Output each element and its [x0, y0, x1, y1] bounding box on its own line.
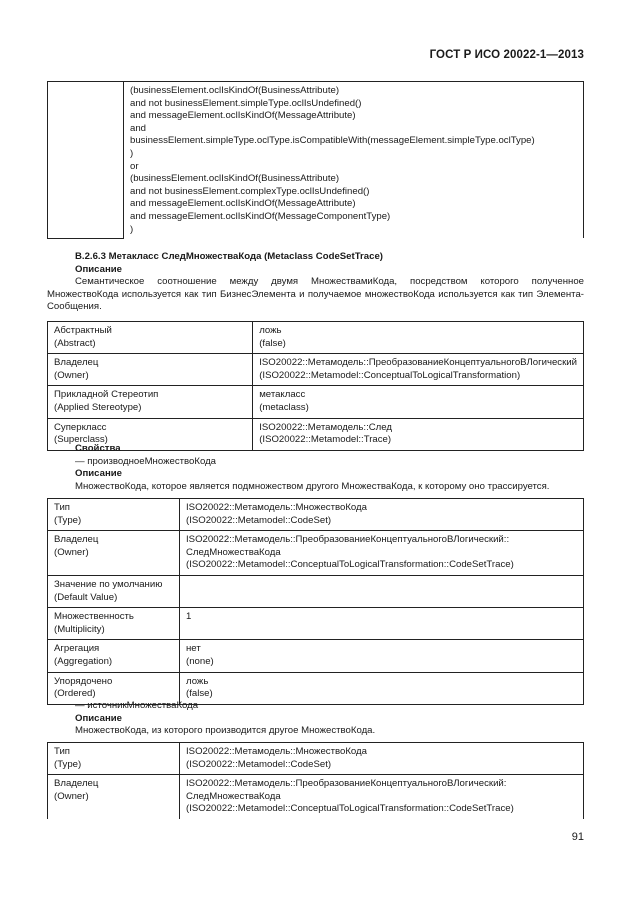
value-text-en: (ISO20022::Metamodel::ConceptualToLogicalTransformation) [259, 369, 521, 381]
code-line: ) [130, 147, 134, 159]
value-cell-empty [180, 575, 584, 607]
key-label: Абстрактный [54, 325, 112, 336]
key-label: Владелец [54, 778, 99, 790]
properties-block [47, 443, 584, 493]
metaclass-table [47, 321, 584, 451]
key-label: Тип [54, 502, 70, 513]
table-row [48, 499, 584, 531]
key-cell [48, 640, 180, 672]
value-text: СледМножестваКода [186, 790, 281, 802]
code-line: or [130, 160, 139, 172]
properties-label: Свойства [75, 443, 121, 454]
code-line: and messageElement.oclIsKindOf(MessageAttribute) [130, 198, 356, 210]
description-label: Описание [75, 263, 122, 275]
value-text: ISO20022::Метамодель::ПреобразованиеКонцептуальногоВЛогический:: [186, 534, 510, 546]
key-cell [48, 608, 180, 640]
value-cell [180, 608, 584, 640]
table-row [48, 322, 584, 354]
value-text: ISO20022::Метамодель::ПреобразованиеКонцептуальногоВЛогический [259, 357, 577, 369]
key-label-en: (Aggregation) [54, 655, 113, 667]
table-row [48, 575, 584, 607]
value-cell [180, 743, 584, 775]
property-table-derived [47, 498, 584, 705]
property-description-label: Описание [75, 712, 122, 724]
key-cell [48, 499, 180, 531]
code-line: and not businessElement.simpleType.oclIsUndefined() [130, 97, 362, 109]
code-line: businessElement.simpleType.oclType.isCompatibleWith(messageElement.simpleType.oclType) [130, 135, 535, 147]
value-text: ISO20022::Метамодель::МножествоКода [186, 502, 367, 513]
key-cell [48, 354, 253, 386]
key-label: Тип [54, 746, 70, 757]
table-row [48, 608, 584, 640]
key-label-en: (Superclass) [54, 434, 108, 446]
value-text-en: (false) [259, 337, 286, 349]
property-table-source [47, 742, 584, 819]
constraint-code-cell [124, 82, 584, 239]
value-text-en: (ISO20022::Metamodel::Trace) [259, 434, 392, 446]
section-block [47, 251, 584, 314]
property-name: — источникМножестваКода [75, 700, 199, 711]
code-line: and not businessElement.complexType.oclIsUndefined() [130, 185, 370, 197]
key-label-en: (Owner) [54, 546, 89, 558]
value-text: ложь [186, 675, 209, 687]
table-row [48, 640, 584, 672]
key-label: Значение по умолчанию [54, 578, 163, 590]
property2-block [47, 700, 584, 738]
property-description: МножествоКода, из которого производится другое МножествоКода. [75, 725, 376, 737]
key-cell [48, 775, 180, 819]
value-text: ложь [259, 325, 282, 336]
value-cell [253, 386, 584, 418]
key-cell [48, 531, 180, 576]
constraint-table [47, 81, 584, 239]
value-text-en: (metaclass) [259, 401, 309, 413]
key-label: Владелец [54, 534, 99, 546]
code-line: and messageElement.oclIsKindOf(MessageAttribute) [130, 110, 356, 122]
page-number: 91 [571, 831, 584, 843]
key-label-en: (Multiplicity) [54, 623, 105, 635]
key-label-en: (Ordered) [54, 688, 96, 700]
section-heading: В.2.6.3 Метакласс СледМножестваКода (Metaclass CodeSetTrace) [75, 251, 383, 262]
description-text: Семантическое соотношение между двумя МножествамиКода, посредством которого полученное МножествоКода используется как тип БизнесЭлемента и получаемое множествоКода используется как тип Элемента-Сообщения. [47, 276, 584, 313]
value-cell [253, 322, 584, 354]
constraint-empty-cell [48, 82, 124, 239]
code-line: and [130, 122, 147, 134]
value-cell [180, 499, 584, 531]
value-text: нет [186, 643, 201, 655]
key-label-en: (Owner) [54, 369, 89, 381]
key-cell [48, 322, 253, 354]
key-label: Прикладной Стереотип [54, 389, 159, 401]
table-row [48, 775, 584, 819]
value-text-en: (ISO20022::Metamodel::CodeSet) [186, 514, 332, 526]
value-text: 1 [186, 611, 192, 623]
key-label: Суперкласс [54, 421, 107, 433]
value-text: СледМножестваКода [186, 546, 281, 558]
value-cell [180, 775, 584, 819]
property-description: МножествоКода, которое является подмножеством другого МножестваКода, к которому оно трассируется. [75, 480, 550, 492]
key-cell [48, 386, 253, 418]
value-text: метакласс [259, 389, 306, 401]
value-text-en: (ISO20022::Metamodel::CodeSet) [186, 758, 332, 770]
value-text-en: (none) [186, 655, 214, 667]
table-row [48, 531, 584, 576]
key-cell [48, 575, 180, 607]
value-cell [253, 354, 584, 386]
table-row [48, 743, 584, 775]
value-text: ISO20022::Метамодель::След [259, 421, 392, 433]
code-line: ) [130, 223, 134, 235]
property-name: — производноеМножествоКода [75, 455, 216, 467]
key-label-en: (Type) [54, 758, 82, 770]
value-text: ISO20022::Метамодель::ПреобразованиеКонцептуальногоВЛогический: [186, 778, 507, 790]
value-cell [180, 531, 584, 576]
value-text: ISO20022::Метамодель::МножествоКода [186, 746, 367, 757]
value-text-en: (false) [186, 688, 213, 700]
code-line: and messageElement.oclIsKindOf(MessageComponentType) [130, 210, 391, 222]
value-text-en: (ISO20022::Metamodel::ConceptualToLogicalTransformation::CodeSetTrace) [186, 803, 514, 815]
table-row [48, 354, 584, 386]
property-description-label: Описание [75, 468, 122, 480]
key-label-en: (Owner) [54, 790, 89, 802]
key-label-en: (Abstract) [54, 337, 96, 349]
key-label-en: (Default Value) [54, 591, 118, 603]
value-cell [180, 640, 584, 672]
code-line: (businessElement.oclIsKindOf(BusinessAttribute) [130, 85, 340, 96]
code-line: (businessElement.oclIsKindOf(BusinessAttribute) [130, 173, 340, 185]
document-header: ГОСТ Р ИСО 20022-1—2013 [429, 49, 584, 61]
key-label-en: (Applied Stereotype) [54, 401, 142, 413]
key-label: Упорядочено [54, 675, 113, 687]
key-label: Владелец [54, 357, 99, 369]
table-row [48, 386, 584, 418]
key-label-en: (Type) [54, 514, 82, 526]
key-label: Множественность [54, 611, 134, 623]
key-cell [48, 743, 180, 775]
key-label: Агрегация [54, 643, 100, 655]
value-text-en: (ISO20022::Metamodel::ConceptualToLogicalTransformation::CodeSetTrace) [186, 559, 514, 571]
